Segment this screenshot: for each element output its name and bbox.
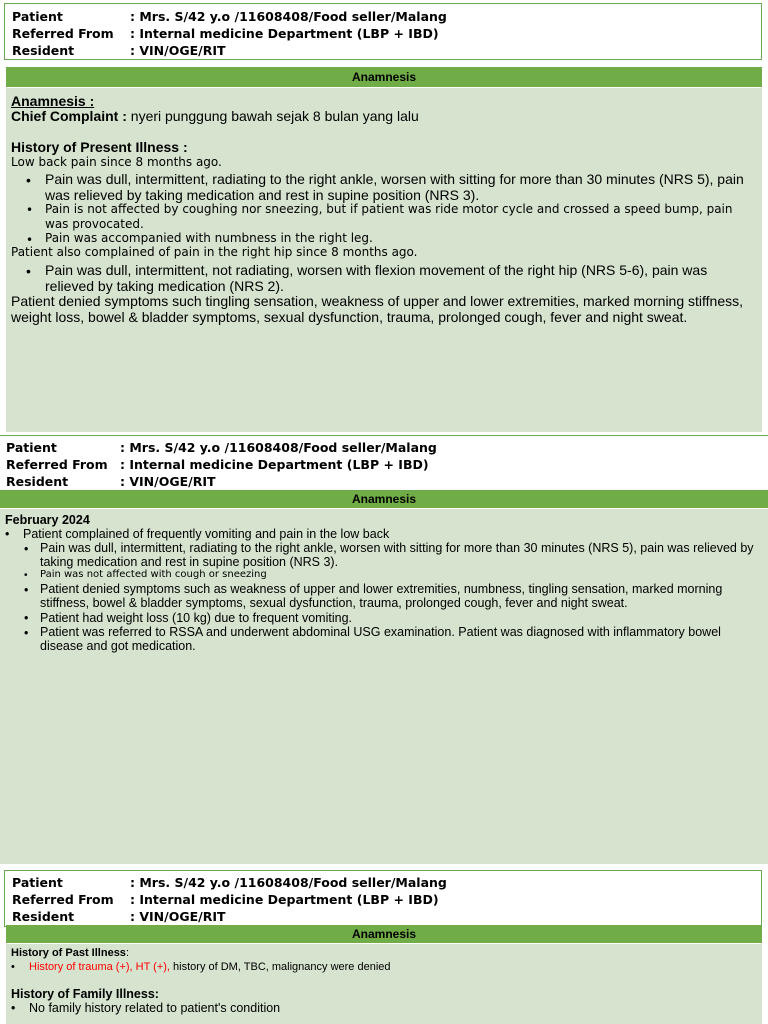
hpi-line-2: Patient also complained of pain in the right hip since 8 months ago. [11,245,418,259]
section-bar-1: Anamnesis [6,67,762,87]
resident-label: Resident [12,43,75,58]
hpi-bullet-2: Pain is not affected by coughing nor sneezing, but if patient was ride motor cycle and crossed a speed bump, pain was provocated. [45,202,733,231]
patient-label: Patient [12,9,63,24]
resident-value: : VIN/OGE/RIT [130,43,226,58]
content-panel-2 [0,509,768,864]
chief-complaint-text: nyeri punggung bawah sejak 8 bulan yang lalu [126,108,419,124]
visit-bullet-2: Pain was not affected with cough or sneezing [40,569,267,580]
referred-value: : Internal medicine Department (LBP + IBD) [120,457,429,472]
bullet-icon: • [24,570,28,581]
visit-date: February 2024 [5,513,90,527]
bullet-icon: • [24,542,29,556]
anamnesis-heading: Anamnesis : [11,93,95,109]
bullet-icon: • [26,233,34,247]
chief-complaint-label: Chief Complaint : [11,108,127,124]
hpi-bullet-3: Pain was accompanied with numbness in the right leg. [45,231,373,245]
resident-value: : VIN/OGE/RIT [120,474,216,489]
hpi-bullet-4: Pain was dull, intermittent, not radiating, worsen with flexion movement of the right hip (NRS 5-6), pain was relieved by taking medication (NRS 2). [45,262,708,294]
bullet-icon: • [24,583,29,597]
chief-complaint [11,108,419,124]
content-panel-1 [6,88,762,432]
bullet-icon: • [26,203,34,217]
denied-paragraph: Patient denied symptoms such tingling sensation, weakness of upper and lower extremities, marked morning stiffness, weight loss, bowel & bladder symptoms, sexual dysfunction, trauma, prolonged cough, fever and night sweat. [11,293,743,325]
patient-header-2 [0,435,768,491]
referred-value: : Internal medicine Department (LBP + IBD) [130,26,439,41]
hpi-line-1: Low back pain since 8 months ago. [11,155,222,169]
visit-bullet-1: Pain was dull, intermittent, radiating to the right ankle, worsen with sitting for more than 30 minutes (NRS 5), pain was relieved by taking medication and rest in supine position (NRS 3). [40,541,754,569]
referred-value: : Internal medicine Department (LBP + IBD) [130,892,439,907]
patient-value: : Mrs. S/42 y.o /11608408/Food seller/Malang [130,9,447,24]
bullet-icon: • [26,263,31,279]
bullet-icon: • [5,527,10,541]
past-illness-item [29,961,391,974]
section-bar-3: Anamnesis [6,925,762,943]
patient-label: Patient [12,875,63,890]
referred-label: Referred From [12,892,114,907]
bullet-icon: • [11,1001,16,1015]
past-illness-positive: History of trauma (+), HT (+), [29,961,170,973]
patient-value: : Mrs. S/42 y.o /11608408/Food seller/Malang [130,875,447,890]
patient-label: Patient [6,440,57,455]
past-illness-denied: history of DM, TBC, malignancy were denied [170,961,391,973]
visit-bullet-5: Patient was referred to RSSA and underwent abdominal USG examination. Patient was diagnosed with inflammatory bowel disease and got medication. [40,625,721,653]
hpi-title: History of Present Illness : [11,139,188,155]
past-illness-title [11,947,129,960]
resident-label: Resident [12,909,75,924]
visit-main: Patient complained of frequently vomiting and pain in the low back [23,527,390,541]
resident-value: : VIN/OGE/RIT [130,909,226,924]
referred-label: Referred From [6,457,108,472]
bullet-icon: • [24,611,29,625]
referred-label: Referred From [12,26,114,41]
visit-bullet-3: Patient denied symptoms such as weakness of upper and lower extremities, numbness, tingling sensation, marked morning stiffness, bowel & bladder symptoms, sexual dysfunction, trauma, prolonged cough, fever and night sweat. [40,582,723,610]
family-illness-item: No family history related to patient's condition [29,1001,281,1015]
section-bar-2: Anamnesis [0,491,768,508]
content-panel-3 [6,944,762,1024]
visit-bullet-4: Patient had weight loss (10 kg) due to frequent vomiting. [40,611,352,625]
patient-value: : Mrs. S/42 y.o /11608408/Food seller/Malang [120,440,437,455]
hpi-bullet-1: Pain was dull, intermittent, radiating to the right ankle, worsen with sitting for more than 30 minutes (NRS 5), pain was relieved by taking medication and rest in supine position (NRS 3). [45,171,744,203]
bullet-icon: • [11,961,15,973]
bullet-icon: • [26,172,31,188]
resident-label: Resident [6,474,69,489]
patient-header-1 [4,3,762,60]
patient-header-3 [4,870,762,927]
past-illness-colon: : [125,947,129,959]
past-illness-label: History of Past Illness [11,947,126,959]
family-illness-title: History of Family Illness: [11,987,159,1001]
bullet-icon: • [24,626,29,640]
